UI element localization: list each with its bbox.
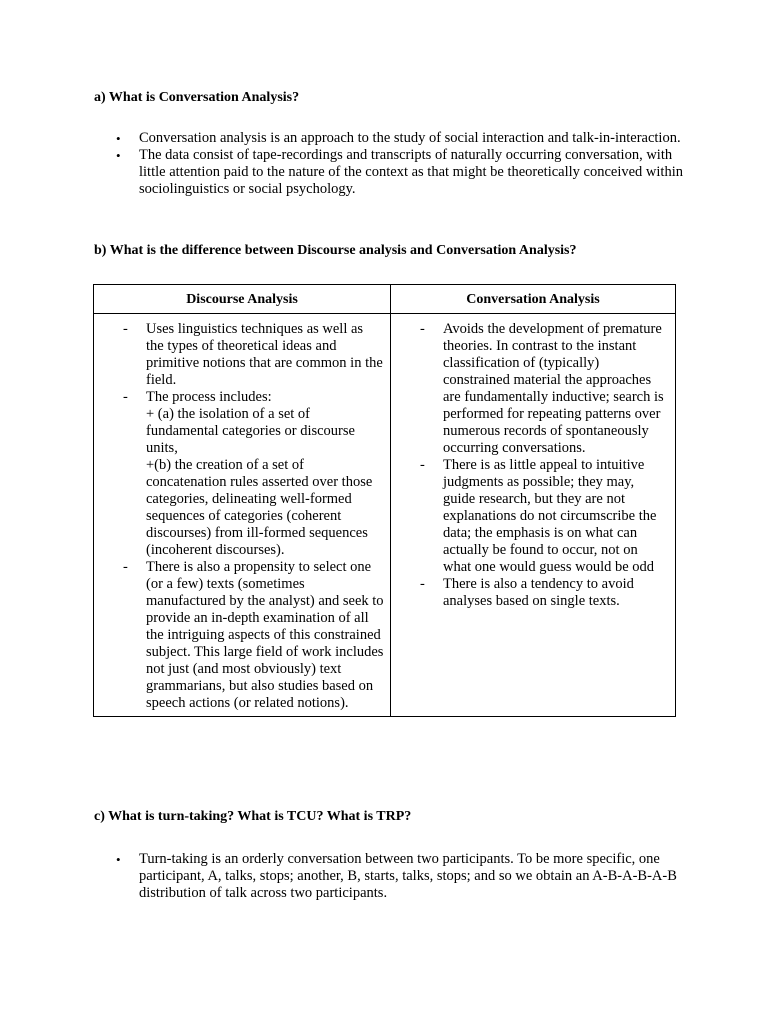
section-b-heading: b) What is the difference between Discourse analysis and Conversation Analysis? bbox=[94, 243, 577, 258]
table-row bbox=[94, 314, 676, 717]
discourse-analysis-cell bbox=[94, 314, 391, 717]
conversation-analysis-cell bbox=[391, 314, 676, 717]
comparison-table bbox=[93, 284, 676, 717]
process-step-a: + (a) the isolation of a set of fundamental categories or discourse units, bbox=[146, 406, 355, 456]
section-a-bullet-list bbox=[94, 130, 684, 198]
list-item bbox=[391, 321, 669, 457]
bullet-text: Turn-taking is an orderly conversation between two participants. To be more specific, one participant, A, talks, stops; another, B, starts, talks, stops; and so we obtain an A-B-A-B-A-B distribution of talk across two participants. bbox=[139, 851, 677, 901]
list-item-text: Uses linguistics techniques as well as the types of theoretical ideas and primitive notions that are common in the field. bbox=[146, 321, 383, 388]
dash-marker: - bbox=[123, 559, 128, 575]
list-item bbox=[94, 147, 684, 198]
list-item-text: There is also a tendency to avoid analyses based on single texts. bbox=[443, 576, 634, 609]
section-c-bullet-list bbox=[94, 851, 684, 902]
dash-marker: - bbox=[420, 457, 425, 473]
list-item-text: Avoids the development of premature theories. In contrast to the instant classification of (typically) constrained material the approaches are fundamentally inductive; search is performed for repeating patterns over numerous records of spontaneously occurring conversations. bbox=[443, 321, 664, 456]
list-item bbox=[391, 576, 669, 610]
list-item bbox=[94, 851, 684, 902]
process-step-b: +(b) the creation of a set of concatenation rules asserted over those categories, delineating well-formed sequences of categories (coherent discourses) from ill-formed sequences (incoherent discourses). bbox=[146, 457, 373, 558]
discourse-analysis-list bbox=[94, 321, 384, 712]
table-header-row bbox=[94, 285, 676, 314]
dash-marker: - bbox=[420, 321, 425, 337]
list-item bbox=[391, 457, 669, 576]
conversation-analysis-header: Conversation Analysis bbox=[391, 285, 676, 314]
dash-marker: - bbox=[123, 389, 128, 405]
bullet-marker: • bbox=[116, 131, 121, 146]
section-a-heading: a) What is Conversation Analysis? bbox=[94, 90, 300, 105]
bullet-text: Conversation analysis is an approach to the study of social interaction and talk-in-interaction. bbox=[139, 130, 681, 146]
list-item bbox=[94, 389, 384, 559]
bullet-marker: • bbox=[116, 852, 121, 867]
discourse-analysis-header: Discourse Analysis bbox=[94, 285, 391, 314]
bullet-marker: • bbox=[116, 148, 121, 163]
section-c-heading: c) What is turn-taking? What is TCU? What is TRP? bbox=[94, 809, 412, 824]
dash-marker: - bbox=[420, 576, 425, 592]
list-item-text: There is as little appeal to intuitive judgments as possible; they may, guide research, but they are not explanations do not circumscribe the data; the emphasis is on what can actually be found to occur, not on what one would guess would be odd bbox=[443, 457, 657, 575]
list-item bbox=[94, 130, 684, 147]
conversation-analysis-list bbox=[391, 321, 669, 610]
list-item bbox=[94, 321, 384, 389]
dash-marker: - bbox=[123, 321, 128, 337]
list-item bbox=[94, 559, 384, 712]
bullet-text: The data consist of tape-recordings and transcripts of naturally occurring conversation, with little attention paid to the nature of the context as that might be theoretically conceived within sociolinguistics or social psychology. bbox=[139, 147, 683, 197]
list-item-text: There is also a propensity to select one (or a few) texts (sometimes manufactured by the analyst) and seek to provide an in-depth examination of all the intriguing aspects of this constrained subject. This large field of work includes not just (and most obviously) text grammarians, but also studies based on speech actions (or related notions). bbox=[146, 559, 384, 711]
list-item-text: The process includes: bbox=[146, 389, 272, 405]
